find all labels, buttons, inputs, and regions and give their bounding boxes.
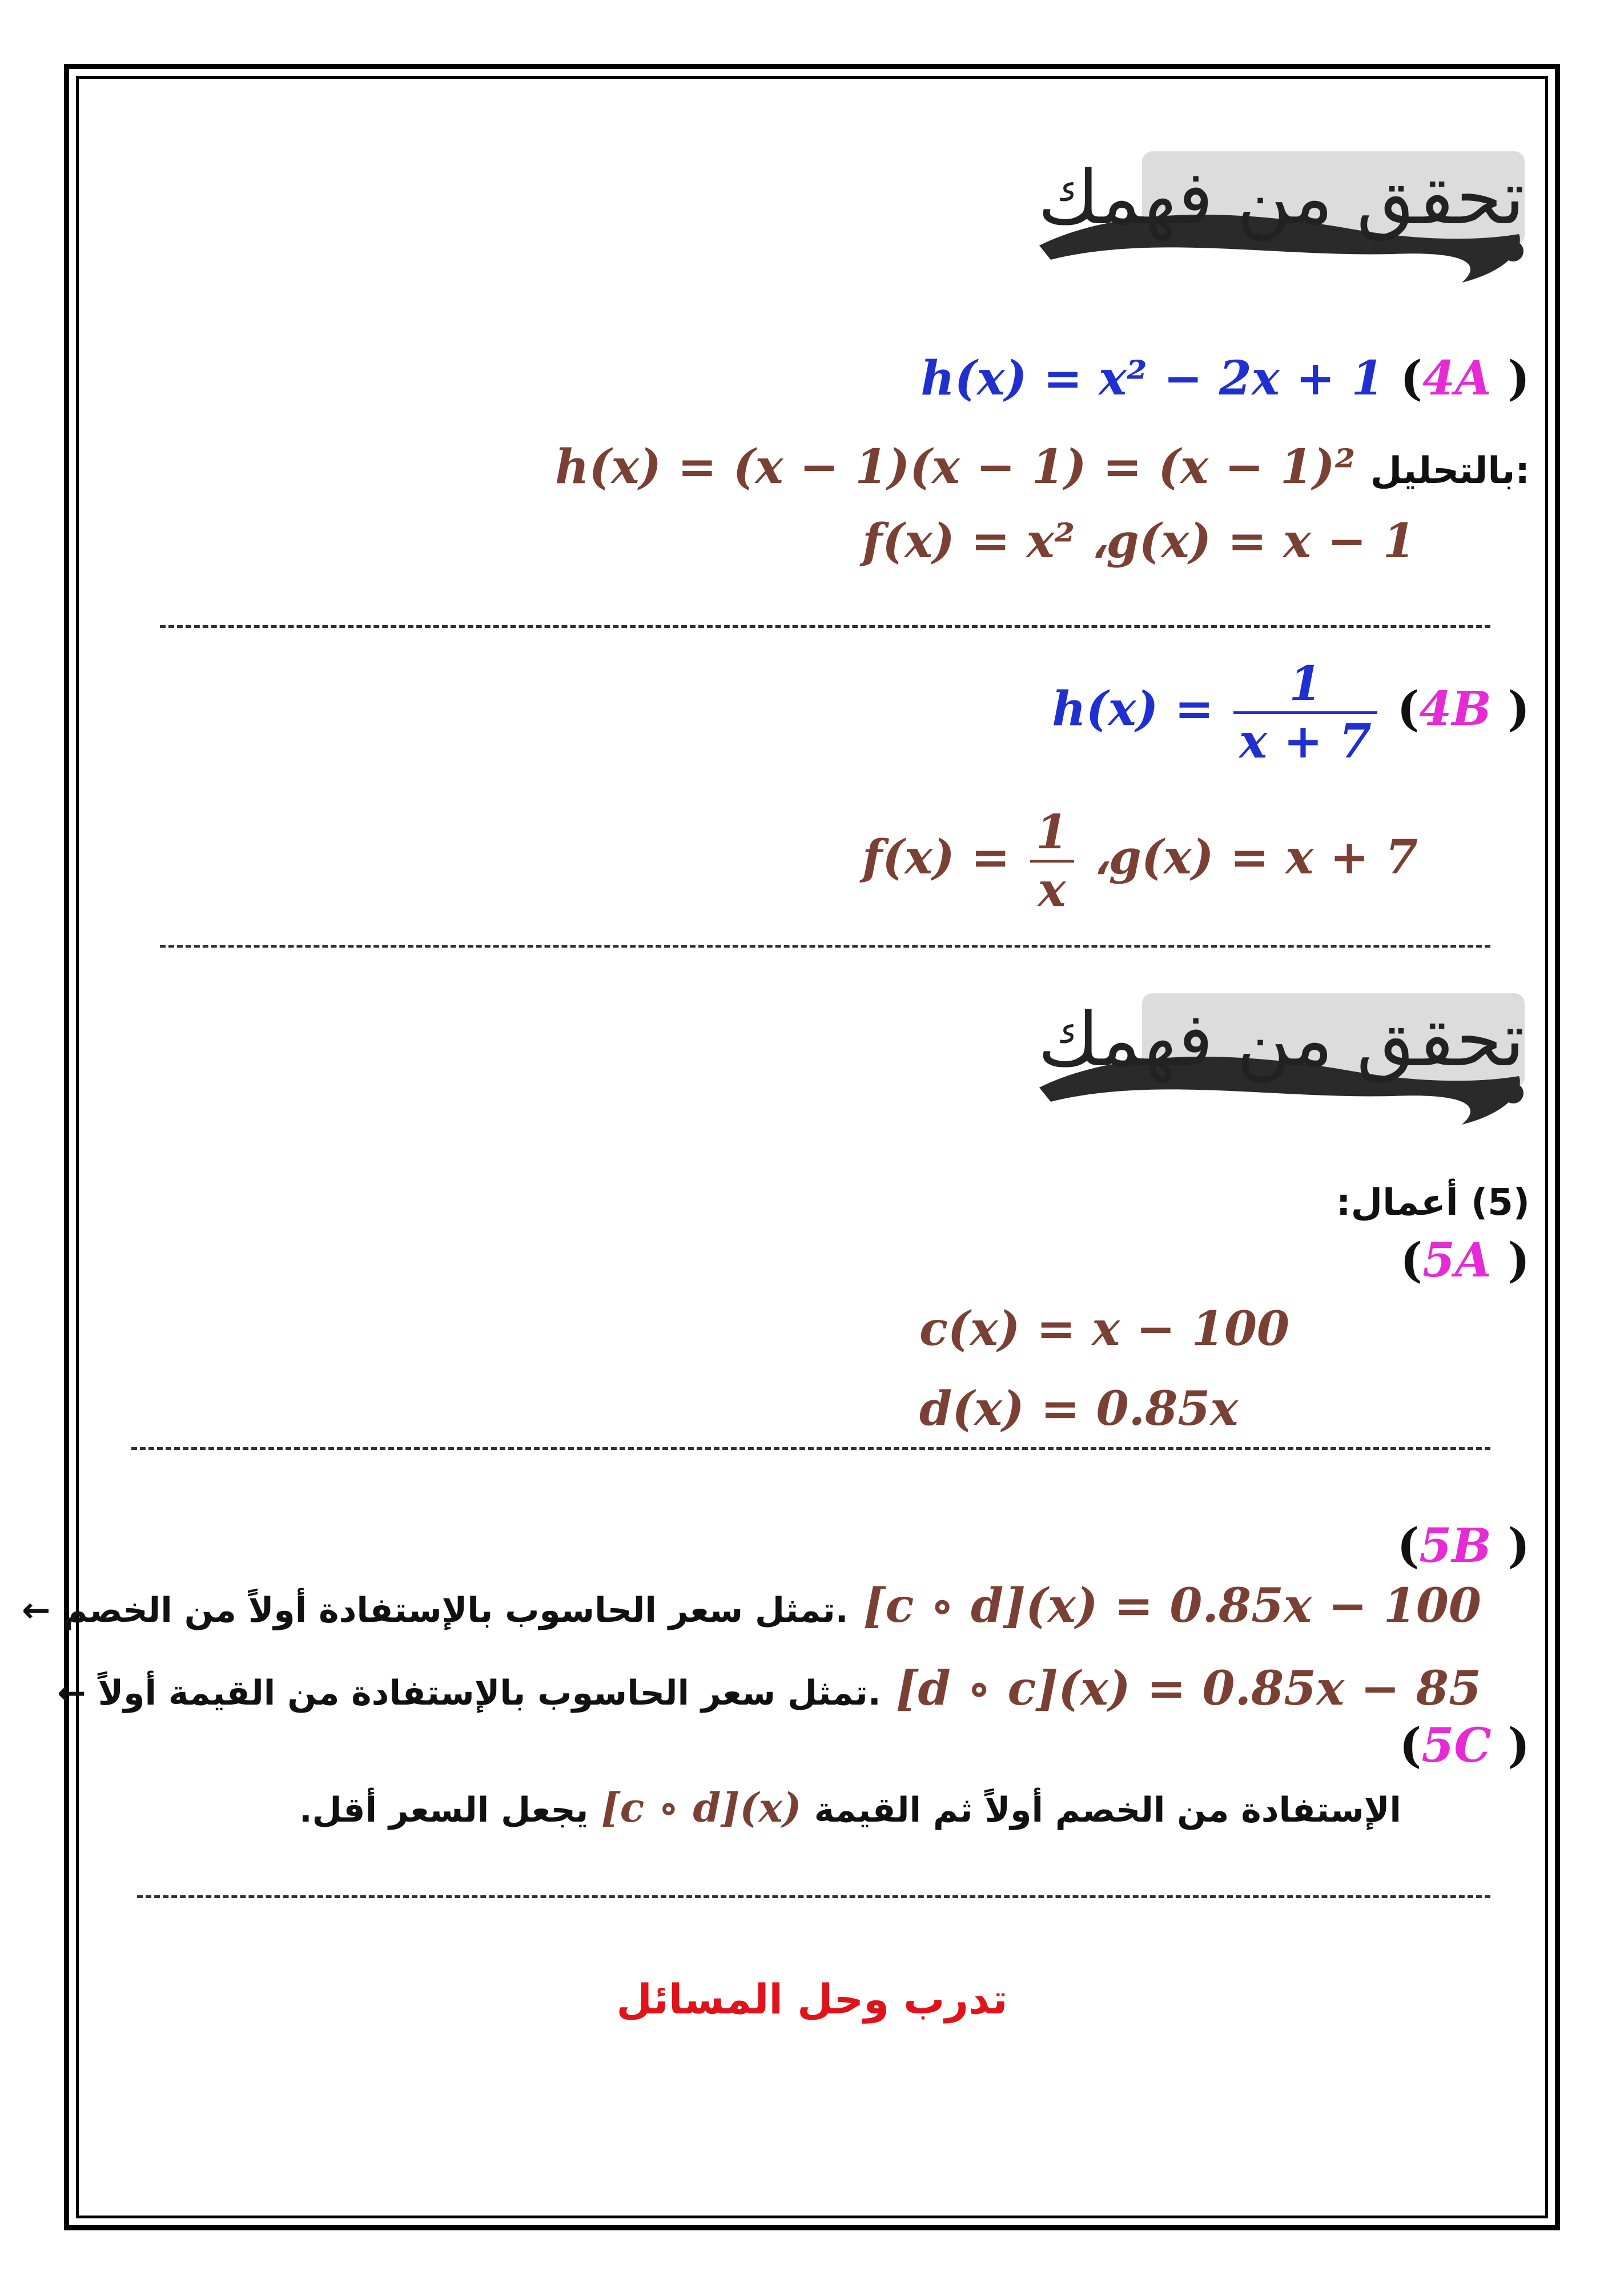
banner-title-2: تحقق من فهمك xyxy=(1038,996,1525,1083)
q4a-label: 4A xyxy=(1422,351,1492,406)
q5a-d-def: d(x) = 0.85x xyxy=(919,1381,1239,1436)
q5c-text-after: يجعل السعر أقل. xyxy=(299,1790,589,1830)
q4b-lhs: h(x) = xyxy=(1052,681,1214,736)
q5c-line xyxy=(299,1784,1401,1831)
divider-3 xyxy=(131,1447,1490,1450)
divider-1 xyxy=(160,625,1490,628)
q4b-ans-denominator: x xyxy=(1038,863,1066,917)
q5-title: (5) أعمال: xyxy=(1336,1182,1530,1224)
q5c-text-before: الإستفادة من الخصم أولاً ثم القيمة xyxy=(814,1790,1401,1830)
banner-title: تحقق من فهمك xyxy=(1038,154,1525,241)
q5b-line2-math: [d ∘ c](x) = 0.85x − 85 xyxy=(895,1661,1481,1716)
q4a-equation: h(x) = x² − 2x + 1 xyxy=(920,351,1384,406)
q4b-label: 4B xyxy=(1419,681,1492,736)
q4b-answer xyxy=(862,805,1418,917)
q5a-c-def: c(x) = x − 100 xyxy=(919,1302,1290,1356)
q4b-fraction xyxy=(1233,656,1377,769)
q4a-factorization: h(x) = (x − 1)(x − 1) = (x − 1)² xyxy=(554,440,1356,494)
q5b-line2-text: ← تمثل سعر الحاسوب بالإستفادة من القيمة أولاً. xyxy=(57,1673,881,1713)
q5c-label: 5C xyxy=(1421,1718,1492,1773)
check-understanding-banner-2 xyxy=(1028,990,1530,1162)
q4b-denominator: x + 7 xyxy=(1239,714,1372,769)
practice-heading: تدرب وحل المسائل xyxy=(616,1975,1008,2023)
q4a-analysis-line xyxy=(555,440,1530,494)
q4b-line: h(x) = $\frac{1}{x + 7}$ (4B ) xyxy=(1052,656,1530,769)
q5c-math: [c ∘ d](x) xyxy=(601,1784,802,1831)
check-understanding-banner xyxy=(1028,148,1530,320)
q4b-ans-fraction xyxy=(1030,805,1074,917)
q5b-line2 xyxy=(57,1661,1481,1716)
q4b-numerator: 1 xyxy=(1233,656,1377,714)
q5b-line1 xyxy=(22,1578,1481,1633)
q5b-line1-text: ← تمثل سعر الحاسوب بالإستفادة أولاً من الخصم. xyxy=(22,1590,849,1630)
divider-4 xyxy=(137,1895,1490,1898)
q4b-ans-rest: ،g(x) = x + 7 xyxy=(1094,829,1418,885)
q4a-answer: f(x) = x² ،g(x) = x − 1 xyxy=(862,514,1416,569)
q5c-label-line: (5C ) xyxy=(1399,1718,1530,1773)
q5a-label: 5A xyxy=(1422,1233,1492,1288)
q5a-label-line: (5A ) xyxy=(1400,1233,1530,1288)
q4b-ans-numerator: 1 xyxy=(1030,805,1074,863)
q4a-line: h(x) = x² − 2x + 1 (4A ) xyxy=(920,351,1530,406)
q4b-ans-lhs: f(x) = xyxy=(862,829,1011,885)
divider-2 xyxy=(160,945,1490,948)
q4a-analysis-label: بالتحليل: xyxy=(1370,450,1530,492)
q5b-line1-math: [c ∘ d](x) = 0.85x − 100 xyxy=(863,1578,1481,1633)
q5b-label: 5B xyxy=(1419,1518,1492,1573)
q5b-label-line: (5B ) xyxy=(1397,1518,1530,1573)
